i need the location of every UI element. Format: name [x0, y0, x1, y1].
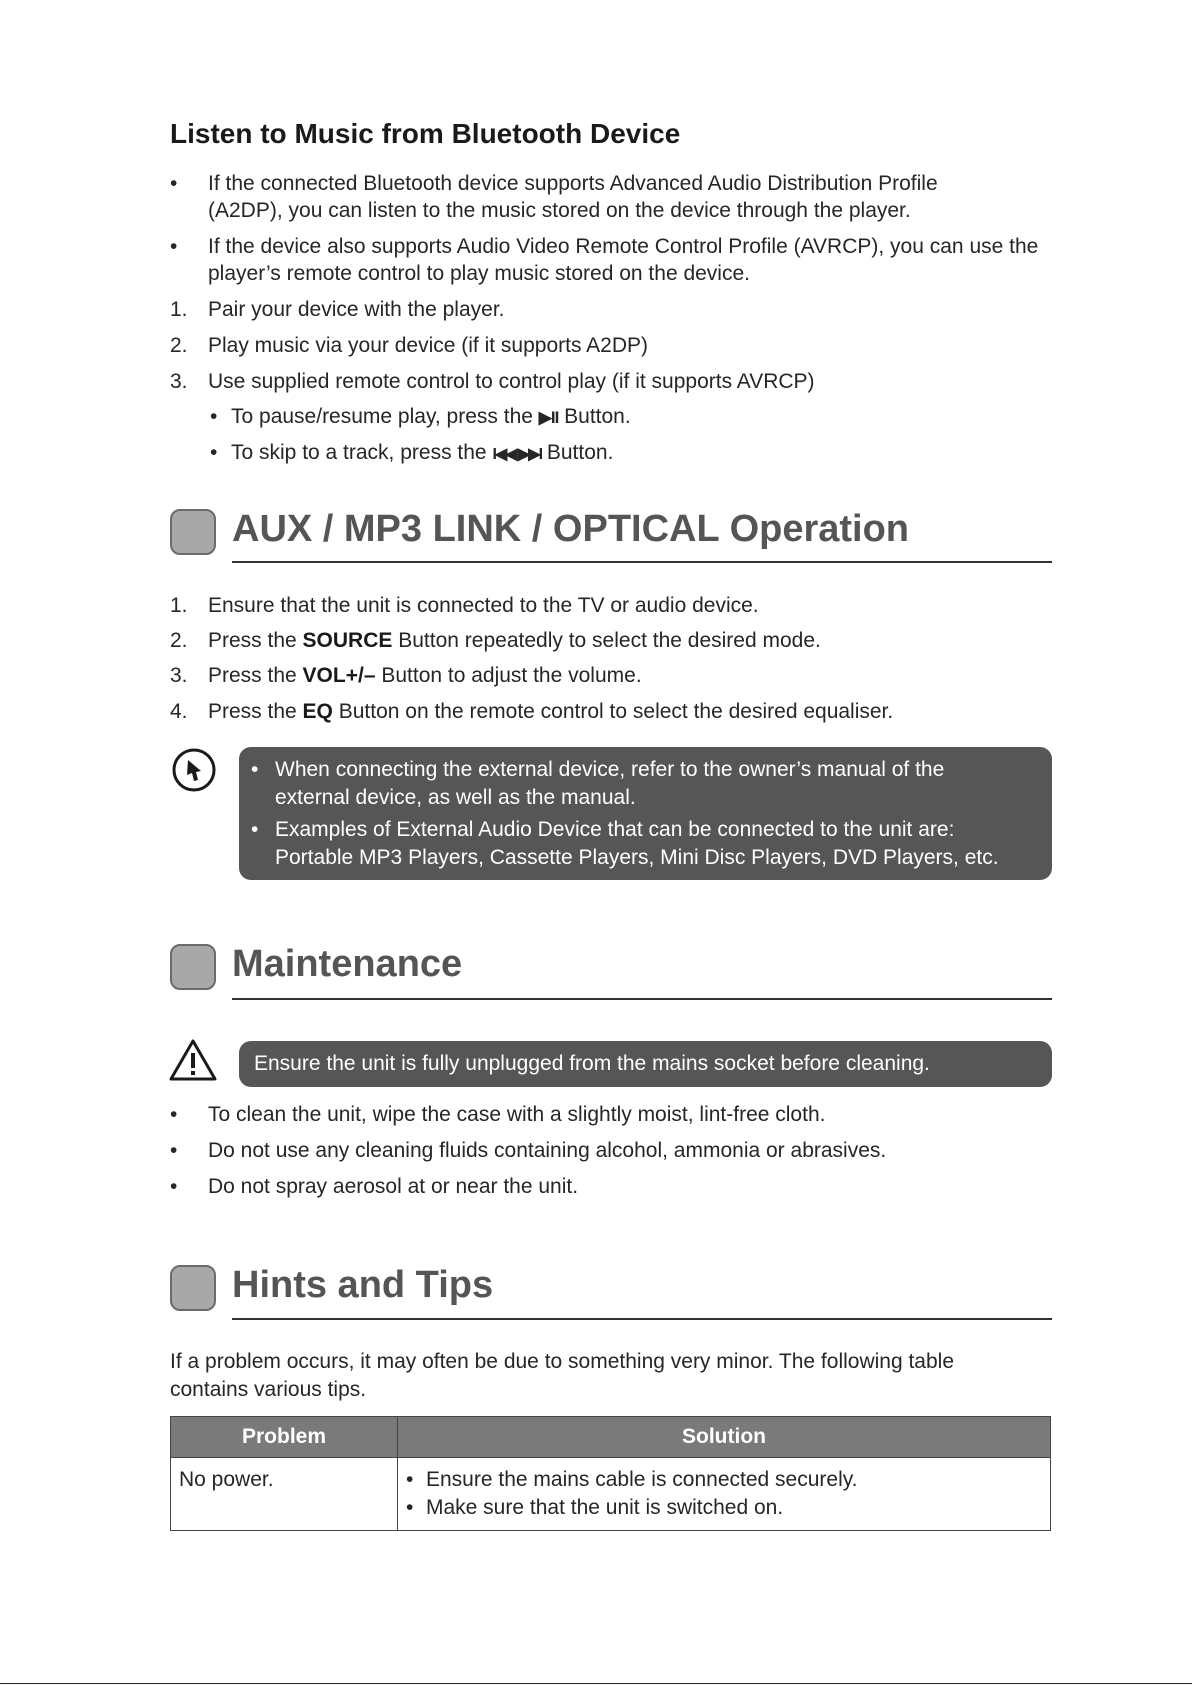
aux-step4-text-end: Button on the remote control to select the desired equaliser.	[332, 700, 894, 723]
sub-bullet-marker: •	[210, 441, 218, 464]
note-line2: external device, as well as the manual.	[275, 786, 636, 809]
note-line1: When connecting the external device, refer to the owner’s manual of the	[275, 758, 945, 781]
aux-step3-text: Press the	[208, 664, 303, 687]
bluetooth-title: Listen to Music from Bluetooth Device	[170, 118, 681, 149]
aux-step2-text: Press the	[208, 629, 303, 652]
aux-title: AUX / MP3 LINK / OPTICAL Operation	[232, 508, 910, 550]
hints-intro-line2: contains various tips.	[170, 1378, 367, 1401]
bluetooth-bullet2-line2: player’s remote control to play music stored on the device.	[208, 262, 750, 285]
section-marker	[170, 509, 216, 555]
bullet-marker: •	[170, 1139, 178, 1162]
step-number: 4.	[170, 700, 188, 723]
header-solution: Solution	[398, 1417, 1051, 1458]
bullet-marker: •	[170, 1103, 178, 1126]
page-bottom-rule	[0, 1683, 1192, 1684]
solution-item	[406, 1466, 1042, 1494]
note-line3: Examples of External Audio Device that can be connected to the unit are:	[275, 818, 955, 841]
maintenance-bullet2: Do not use any cleaning fluids containing alcohol, ammonia or abrasives.	[208, 1139, 887, 1162]
step-number: 1.	[170, 594, 188, 617]
bullet-marker: •	[170, 172, 178, 195]
bluetooth-sub2	[231, 439, 613, 469]
note-line4: Portable MP3 Players, Cassette Players, Mini Disc Players, DVD Players, etc.	[275, 846, 999, 869]
maintenance-bullet1: To clean the unit, wipe the case with a slightly moist, lint-free cloth.	[208, 1103, 826, 1126]
solution-bullet: •	[406, 1496, 414, 1519]
aux-step4	[208, 698, 893, 726]
solution-cell	[398, 1458, 1051, 1531]
hints-intro-line1: If a problem occurs, it may often be due to something very minor. The following table	[170, 1350, 955, 1373]
step-number: 3.	[170, 370, 188, 393]
aux-step3-text-end: Button to adjust the volume.	[375, 664, 642, 687]
header-problem: Problem	[171, 1417, 398, 1458]
eq-button-label: EQ	[302, 700, 333, 723]
skip-icon: I◀◀ ▶▶I	[492, 446, 542, 463]
source-button-label: SOURCE	[302, 629, 393, 652]
note-bullet: •	[251, 818, 259, 841]
play-pause-icon: ▶II	[538, 408, 559, 427]
aux-step2	[208, 627, 821, 655]
problem-cell: No power.	[171, 1458, 398, 1531]
bluetooth-bullet2-line1: If the device also supports Audio Video Remote Control Profile (AVRCP), you can use the	[208, 235, 1039, 258]
sub1-text-end: Button.	[558, 405, 631, 428]
sub-bullet-marker: •	[210, 405, 218, 428]
table-header-row	[171, 1417, 1051, 1458]
note-callout	[239, 747, 1052, 880]
section-divider	[232, 998, 1052, 1000]
hints-title: Hints and Tips	[232, 1264, 494, 1306]
bluetooth-bullet1-line1: If the connected Bluetooth device supports Advanced Audio Distribution Profile	[208, 172, 938, 195]
note-bullet: •	[251, 758, 259, 781]
aux-step1: Ensure that the unit is connected to the TV or audio device.	[208, 594, 759, 617]
solution-text: Ensure the mains cable is connected securely.	[426, 1468, 858, 1491]
maintenance-title: Maintenance	[232, 943, 463, 985]
step-number: 2.	[170, 629, 188, 652]
step-number: 2.	[170, 334, 188, 357]
bluetooth-step2: Play music via your device (if it supports A2DP)	[208, 334, 648, 357]
aux-step4-text: Press the	[208, 700, 303, 723]
bullet-marker: •	[170, 235, 178, 258]
step-number: 1.	[170, 298, 188, 321]
aux-step3	[208, 662, 642, 690]
sub2-text-end: Button.	[541, 441, 614, 464]
sub2-text: To skip to a track, press the	[231, 441, 493, 464]
warning-icon	[168, 1038, 218, 1087]
section-divider	[232, 561, 1052, 563]
bluetooth-step1: Pair your device with the player.	[208, 298, 505, 321]
maintenance-bullet3: Do not spray aerosol at or near the unit.	[208, 1175, 579, 1198]
aux-step2-text-end: Button repeatedly to select the desired mode.	[392, 629, 821, 652]
warning-text: Ensure the unit is fully unplugged from the mains socket before cleaning.	[254, 1052, 930, 1075]
step-number: 3.	[170, 664, 188, 687]
note-pin-icon	[171, 747, 217, 798]
bluetooth-sub1	[231, 403, 631, 432]
bluetooth-bullet1-line2: (A2DP), you can listen to the music stored on the device through the player.	[208, 199, 911, 222]
bluetooth-step3: Use supplied remote control to control play (if it supports AVRCP)	[208, 370, 815, 393]
sub1-text: To pause/resume play, press the	[231, 405, 539, 428]
solution-text: Make sure that the unit is switched on.	[426, 1496, 784, 1519]
section-divider	[232, 1318, 1052, 1320]
bullet-marker: •	[170, 1175, 178, 1198]
solution-bullet: •	[406, 1468, 414, 1491]
section-marker	[170, 944, 216, 990]
vol-button-label: VOL+/–	[302, 664, 376, 687]
solution-item	[406, 1494, 1042, 1522]
table-row	[171, 1458, 1051, 1531]
troubleshooting-table	[170, 1416, 1051, 1531]
warning-callout	[239, 1041, 1052, 1087]
section-marker	[170, 1265, 216, 1311]
